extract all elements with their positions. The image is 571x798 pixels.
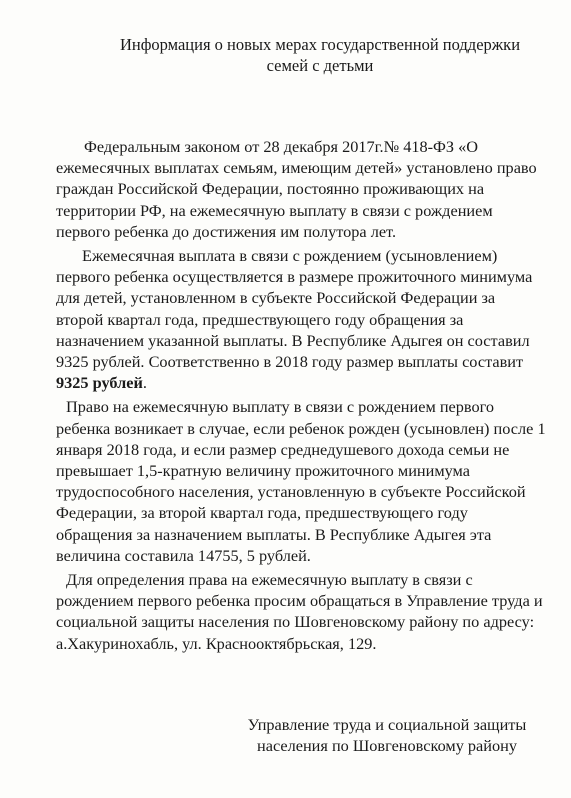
paragraph-contact: Для определения права на ежемесячную выплату в связи с рождением первого ребенка просим обращаться в Управление труда и социальной защиты населения по Шовгеновскому району по адресу: а.Хакуринохабль, ул. Краснооктябрьская, 129. <box>56 570 543 653</box>
signature-line-1: Управление труда и социальной защиты <box>247 715 527 734</box>
title-line-1: Информация о новых мерах государственной поддержки <box>119 35 521 54</box>
signature-block <box>222 714 552 756</box>
paragraph-payment-amount-text: Ежемесячная выплата в связи с рождением (усыновлением) первого ребенка осуществляется в размере прожиточного минимума для детей, установленном в субъекте Российской Федерации за второй квартал года, предшествующего году обращения за назначением указанной выплаты. В Республике Адыгея он составил 9325 рублей. Соответственно в 2018 году размер выплаты составит <box>56 246 533 372</box>
paragraph-eligibility: Право на ежемесячную выплату в связи с рождением первого ребенка возникает в случае, если ребенок рожден (усыновлен) после 1 января 2018 года, и если размер среднедушевого дохода семьи не превышает 1,5-кратную величину прожиточного минимума трудоспособного населения, установленную в субъекте Российской Федерации, за второй квартал года, предшествующего году обращения за назначением выплаты. В Республике Адыгея эта величина составила 14755, 5 рублей. <box>56 397 546 565</box>
paragraph-payment-amount <box>56 245 546 393</box>
payment-amount-bold: 9325 рублей <box>56 373 143 393</box>
paragraph-payment-amount-end: . <box>142 373 147 393</box>
document-title <box>95 34 545 76</box>
title-line-2: семей с детьми <box>266 56 374 75</box>
paragraph-law: Федеральным законом от 28 декабря 2017г.№ 418-ФЗ «О ежемесячных выплатах семьям, имеющим детей» установлено право граждан Российской Федерации, постоянно проживающих на территории РФ, на ежемесячную выплату в связи с рождением первого ребенка до достижения им полутора лет. <box>56 137 537 241</box>
document-body <box>56 136 546 654</box>
signature-line-2: населения по Шовгеновскому району <box>257 736 517 755</box>
